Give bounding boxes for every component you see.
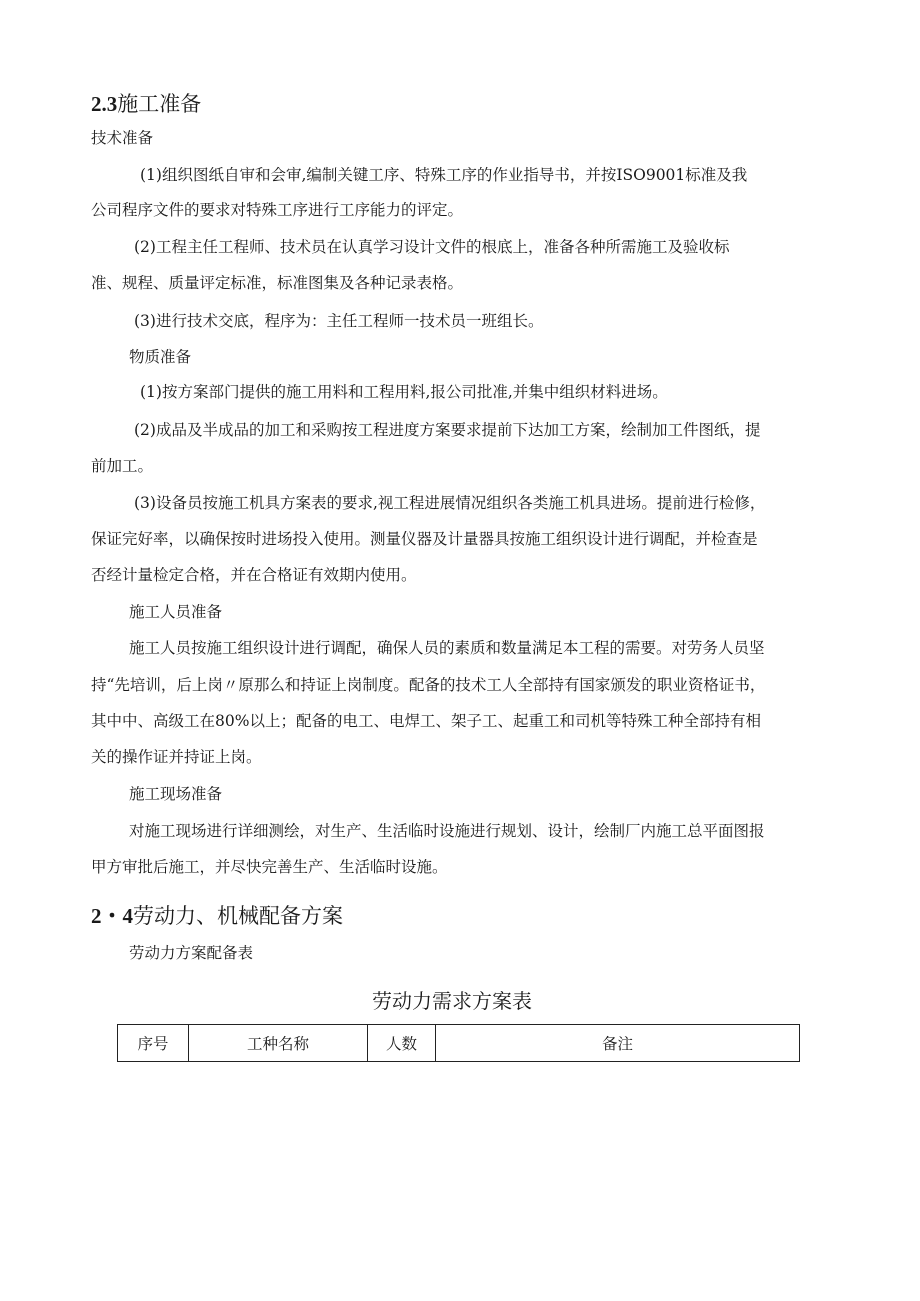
site-prep-line-1: 对施工现场进行详细测绘，对生产、生活临时设施进行规划、设计，绘制厂内施工总平面图报 — [129, 822, 765, 840]
site-prep-heading: 施工现场准备 — [129, 785, 223, 803]
tech-prep-item-2-line-2: 准、规程、质量评定标准，标准图集及各种记录表格。 — [91, 274, 464, 292]
section-2-3-title: 施工准备 — [117, 92, 202, 116]
material-prep-item-2-line-1: (2)成品及半成品的加工和采购按工程进度方案要求提前下达加工方案，绘制加工件图纸，提 — [134, 421, 761, 439]
personnel-prep-line-1: 施工人员按施工组织设计进行调配，确保人员的素质和数量满足本工程的需要。对劳务人员坚 — [129, 639, 765, 657]
table-header-row — [118, 1025, 800, 1062]
material-prep-item-2-line-2: 前加工。 — [91, 457, 154, 475]
material-prep-item-3-line-1: (3)设备员按施工机具方案表的要求,视工程进展情况组织各类施工机具进场。提前进行检修， — [134, 494, 766, 512]
col-header-serial: 序号 — [118, 1025, 189, 1062]
col-header-trade-name: 工种名称 — [189, 1025, 368, 1062]
material-prep-heading: 物质准备 — [129, 348, 192, 366]
section-2-3-number: 2.3 — [91, 92, 118, 116]
section-2-4-heading — [91, 903, 343, 929]
personnel-prep-line-2: 持“先培训，后上岗〃原那么和持证上岗制度。配备的技术工人全部持有国家颁发的职业资格证书， — [91, 676, 766, 694]
section-2-4-number: 2・4 — [91, 904, 133, 928]
site-prep-line-2: 甲方审批后施工，并尽快完善生产、生活临时设施。 — [91, 858, 448, 876]
material-prep-item-3-line-3: 否经计量检定合格，并在合格证有效期内使用。 — [91, 566, 417, 584]
col-header-headcount: 人数 — [368, 1025, 436, 1062]
section-2-4-title: 劳动力、机械配备方案 — [133, 904, 343, 928]
section-2-3-heading — [91, 91, 201, 117]
tech-prep-item-1-line-2: 公司程序文件的要求对特殊工序进行工序能力的评定。 — [91, 201, 464, 219]
tech-prep-item-1-line-1: (1)组织图纸自审和会审,编制关键工序、特殊工序的作业指导书，并按ISO9001标准及我 — [140, 166, 748, 184]
personnel-prep-heading: 施工人员准备 — [129, 603, 223, 621]
tech-prep-item-3-line-1: (3)进行技术交底，程序为：主任工程师一技术员一班组长。 — [134, 312, 544, 330]
tech-prep-heading: 技术准备 — [91, 129, 154, 147]
labor-table-caption: 劳动力需求方案表 — [372, 989, 532, 1013]
tech-prep-item-2-line-1: (2)工程主任工程师、技术员在认真学习设计文件的根底上，准备各种所需施工及验收标 — [134, 238, 730, 256]
labor-demand-table — [117, 1024, 800, 1062]
personnel-prep-line-3: 其中中、高级工在80%以上；配备的电工、电焊工、架子工、起重工和司机等特殊工种全部持有相 — [91, 712, 761, 730]
personnel-prep-line-4: 关的操作证并持证上岗。 — [91, 748, 262, 766]
labor-plan-subheading: 劳动力方案配备表 — [129, 944, 254, 962]
material-prep-item-1-line-1: (1)按方案部门提供的施工用料和工程用料,报公司批准,并集中组织材料进场。 — [140, 383, 668, 401]
col-header-remarks: 备注 — [436, 1025, 800, 1062]
material-prep-item-3-line-2: 保证完好率，以确保按时进场投入使用。测量仪器及计量器具按施工组织设计进行调配，并检查是 — [91, 530, 758, 548]
